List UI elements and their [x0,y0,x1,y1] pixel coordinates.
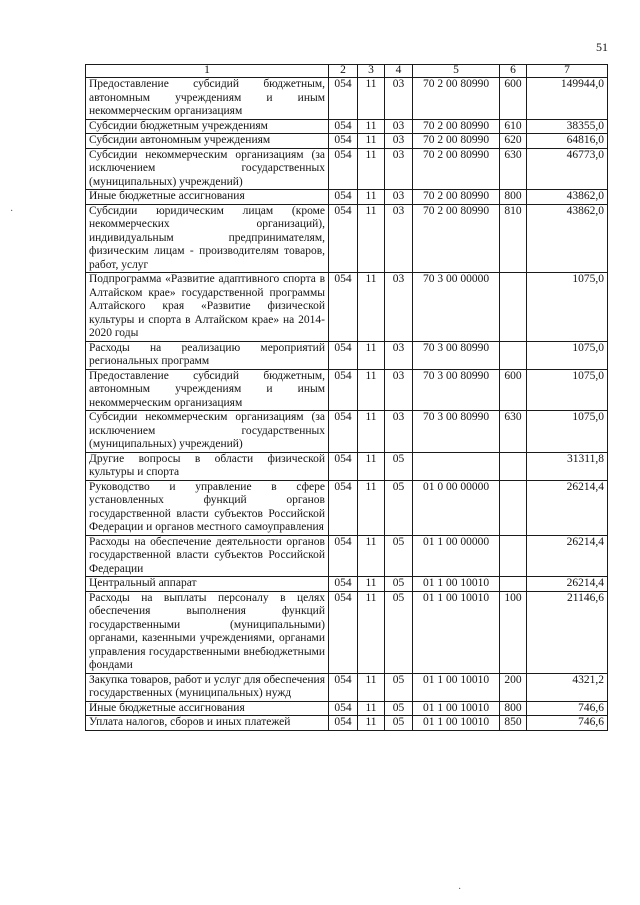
expense-type-cell [500,535,527,577]
target-article-cell: 70 2 00 80990 [413,134,500,149]
expense-type-cell [500,577,527,592]
row-name-cell: Иные бюджетные ассигнования [86,190,329,205]
table-row [86,716,608,731]
row-name-cell: Предоставление субсидий бюджетным, автономным учреждениям и иным некоммерческим организациям [86,78,329,120]
admin-code-cell: 054 [329,273,358,342]
expense-type-cell [500,480,527,535]
expense-type-cell: 800 [500,701,527,716]
row-name-cell: Субсидии юридическим лицам (кроме некоммерческих организаций), индивидуальным предпринимателям, физическим лицам - производителям товаров, работ, услуг [86,204,329,273]
subsection-cell: 05 [385,480,413,535]
subsection-cell: 05 [385,452,413,480]
expense-type-cell: 810 [500,204,527,273]
row-name-cell: Расходы на обеспечение деятельности органов государственной власти субъектов Российской Федерации [86,535,329,577]
target-article-cell: 70 3 00 00000 [413,273,500,342]
section-cell: 11 [358,452,385,480]
subsection-cell: 03 [385,341,413,369]
amount-cell: 21146,6 [527,591,608,673]
admin-code-cell: 054 [329,577,358,592]
admin-code-cell: 054 [329,78,358,120]
target-article-cell: 70 3 00 80990 [413,369,500,411]
section-cell: 11 [358,341,385,369]
table-row [86,701,608,716]
admin-code-cell: 054 [329,190,358,205]
table-row [86,148,608,190]
table-body [86,78,608,731]
section-cell: 11 [358,78,385,120]
row-name-cell: Предоставление субсидий бюджетным, автономным учреждениям и иным некоммерческим организациям [86,369,329,411]
column-header: 6 [500,65,527,78]
expense-type-cell: 200 [500,673,527,701]
target-article-cell: 70 3 00 80990 [413,411,500,453]
target-article-cell: 70 2 00 80990 [413,78,500,120]
table-header [86,65,608,78]
expense-type-cell: 800 [500,190,527,205]
admin-code-cell: 054 [329,204,358,273]
row-name-cell: Закупка товаров, работ и услуг для обеспечения государственных (муниципальных) нужд [86,673,329,701]
table-row [86,341,608,369]
subsection-cell: 03 [385,204,413,273]
subsection-cell: 05 [385,716,413,731]
amount-cell: 26214,4 [527,577,608,592]
target-article-cell: 01 1 00 10010 [413,577,500,592]
amount-cell: 746,6 [527,716,608,731]
admin-code-cell: 054 [329,480,358,535]
table-row [86,535,608,577]
table-row [86,134,608,149]
amount-cell: 4321,2 [527,673,608,701]
admin-code-cell: 054 [329,411,358,453]
row-name-cell: Расходы на реализацию мероприятий региональных программ [86,341,329,369]
row-name-cell: Подпрограмма «Развитие адаптивного спорта в Алтайском крае» государственной программы Алтайского края «Развитие физической культуры и спорта в Алтайском крае» на 2014-2020 годы [86,273,329,342]
admin-code-cell: 054 [329,134,358,149]
target-article-cell: 70 2 00 80990 [413,190,500,205]
row-name-cell: Субсидии некоммерческим организациям (за исключением государственных (муниципальных) учреждений) [86,411,329,453]
expense-type-cell: 850 [500,716,527,731]
target-article-cell: 01 1 00 10010 [413,591,500,673]
section-cell: 11 [358,134,385,149]
admin-code-cell: 054 [329,148,358,190]
amount-cell: 38355,0 [527,119,608,134]
subsection-cell: 03 [385,369,413,411]
expense-type-cell: 630 [500,148,527,190]
table-row [86,78,608,120]
target-article-cell: 01 0 00 00000 [413,480,500,535]
row-name-cell: Субсидии бюджетным учреждениям [86,119,329,134]
amount-cell: 1075,0 [527,369,608,411]
amount-cell: 1075,0 [527,273,608,342]
section-cell: 11 [358,148,385,190]
table-row [86,411,608,453]
amount-cell: 149944,0 [527,78,608,120]
subsection-cell: 03 [385,148,413,190]
admin-code-cell: 054 [329,119,358,134]
table-row [86,577,608,592]
header-row [86,65,608,78]
subsection-cell: 03 [385,190,413,205]
section-cell: 11 [358,119,385,134]
section-cell: 11 [358,480,385,535]
admin-code-cell: 054 [329,452,358,480]
admin-code-cell: 054 [329,535,358,577]
admin-code-cell: 054 [329,673,358,701]
section-cell: 11 [358,204,385,273]
amount-cell: 43862,0 [527,190,608,205]
table-row [86,273,608,342]
table-row [86,591,608,673]
amount-cell: 31311,8 [527,452,608,480]
expense-type-cell: 610 [500,119,527,134]
section-cell: 11 [358,701,385,716]
row-name-cell: Центральный аппарат [86,577,329,592]
column-header: 5 [413,65,500,78]
amount-cell: 43862,0 [527,204,608,273]
page-number: 51 [596,40,608,54]
expense-type-cell: 620 [500,134,527,149]
amount-cell: 46773,0 [527,148,608,190]
amount-cell: 1075,0 [527,411,608,453]
subsection-cell: 05 [385,535,413,577]
table-row [86,480,608,535]
scan-dot-mark: · [10,206,14,217]
expense-type-cell: 600 [500,369,527,411]
expense-type-cell: 630 [500,411,527,453]
target-article-cell: 01 1 00 00000 [413,535,500,577]
subsection-cell: 03 [385,78,413,120]
subsection-cell: 05 [385,591,413,673]
target-article-cell: 70 2 00 80990 [413,119,500,134]
column-header: 4 [385,65,413,78]
target-article-cell: 70 2 00 80990 [413,148,500,190]
amount-cell: 64816,0 [527,134,608,149]
column-header: 2 [329,65,358,78]
column-header: 3 [358,65,385,78]
scan-dot-mark: · [458,884,462,895]
row-name-cell: Субсидии некоммерческим организациям (за исключением государственных (муниципальных) учреждений) [86,148,329,190]
target-article-cell: 01 1 00 10010 [413,673,500,701]
amount-cell: 26214,4 [527,480,608,535]
table-row [86,452,608,480]
target-article-cell [413,452,500,480]
target-article-cell: 70 2 00 80990 [413,204,500,273]
row-name-cell: Расходы на выплаты персоналу в целях обеспечения выполнения функций государственными (муниципальными) органами, казенными учреждениями, органами управления государственными внебюджетными фондами [86,591,329,673]
table-row [86,673,608,701]
section-cell: 11 [358,577,385,592]
subsection-cell: 05 [385,673,413,701]
target-article-cell: 01 1 00 10010 [413,716,500,731]
subsection-cell: 05 [385,577,413,592]
target-article-cell: 70 3 00 80990 [413,341,500,369]
section-cell: 11 [358,591,385,673]
row-name-cell: Уплата налогов, сборов и иных платежей [86,716,329,731]
expense-type-cell [500,341,527,369]
row-name-cell: Другие вопросы в области физической культуры и спорта [86,452,329,480]
section-cell: 11 [358,369,385,411]
admin-code-cell: 054 [329,341,358,369]
column-header: 7 [527,65,608,78]
expense-type-cell [500,452,527,480]
row-name-cell: Субсидии автономным учреждениям [86,134,329,149]
section-cell: 11 [358,716,385,731]
table-row [86,190,608,205]
subsection-cell: 03 [385,411,413,453]
table-row [86,204,608,273]
admin-code-cell: 054 [329,701,358,716]
section-cell: 11 [358,535,385,577]
expense-type-cell: 600 [500,78,527,120]
target-article-cell: 01 1 00 10010 [413,701,500,716]
admin-code-cell: 054 [329,716,358,731]
budget-table [85,64,608,731]
subsection-cell: 03 [385,119,413,134]
section-cell: 11 [358,190,385,205]
row-name-cell: Иные бюджетные ассигнования [86,701,329,716]
admin-code-cell: 054 [329,591,358,673]
row-name-cell: Руководство и управление в сфере установленных функций органов государственной власти субъектов Российской Федерации и органов местного самоуправления [86,480,329,535]
subsection-cell: 03 [385,134,413,149]
section-cell: 11 [358,411,385,453]
section-cell: 11 [358,673,385,701]
table-row [86,369,608,411]
expense-type-cell: 100 [500,591,527,673]
column-header: 1 [86,65,329,78]
section-cell: 11 [358,273,385,342]
amount-cell: 746,6 [527,701,608,716]
subsection-cell: 05 [385,701,413,716]
subsection-cell: 03 [385,273,413,342]
table-row [86,119,608,134]
amount-cell: 26214,4 [527,535,608,577]
amount-cell: 1075,0 [527,341,608,369]
admin-code-cell: 054 [329,369,358,411]
expense-type-cell [500,273,527,342]
